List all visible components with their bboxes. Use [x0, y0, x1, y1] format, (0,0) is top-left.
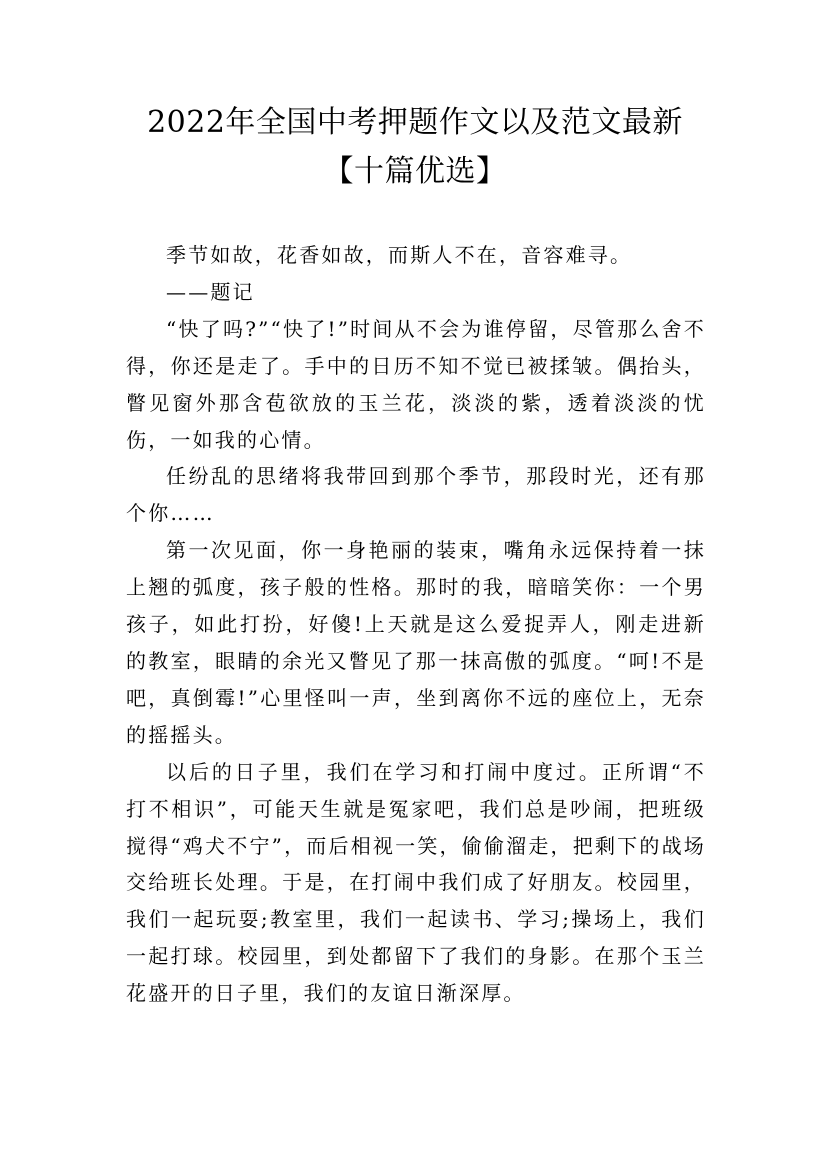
- body-paragraph: 以后的日子里，我们在学习和打闹中度过。正所谓“不打不相识”，可能天生就是冤家吧，我们总是吵闹，把班级搅得“鸡犬不宁”，而后相视一笑，偷偷溜走，把剩下的战场交给班长处理。于是，在打闹中我们成了好朋友。校园里，我们一起玩耍;教室里，我们一起读书、学习;操场上，我们一起打球。校园里，到处都留下了我们的身影。在那个玉兰花盛开的日子里，我们的友谊日渐深厚。: [126, 759, 706, 1006]
- epigraph-attribution: ——题记: [166, 279, 255, 304]
- epigraph-paragraph: 季节如故，花香如故，而斯人不在，音容难寻。: [166, 243, 633, 267]
- body-paragraph: 第一次见面，你一身艳丽的装束，嘴角永远保持着一抹上翘的弧度，孩子般的性格。那时的我，暗暗笑你：一个男孩子，如此打扮，好傻!上天就是这么爱捉弄人，刚走进新的教室，眼睛的余光又瞥见了那一抹高傲的弧度。“呵!不是吧，真倒霉!”心里怪叫一声，坐到离你不远的座位上，无奈的摇摇头。: [126, 538, 706, 747]
- body-paragraph: “快了吗?”“快了!”时间从不会为谁停留，尽管那么舍不得，你还是走了。手中的日历不知不觉已被揉皱。偶抬头，瞥见窗外那含苞欲放的玉兰花，淡淡的紫，透着淡淡的忧伤，一如我的心情。: [126, 316, 706, 452]
- body-paragraph: 任纷乱的思绪将我带回到那个季节，那段时光，还有那个你……: [126, 464, 706, 526]
- document-body: [126, 237, 706, 1012]
- document-title: 2022年全国中考押题作文以及范文最新【十篇优选】: [147, 105, 683, 189]
